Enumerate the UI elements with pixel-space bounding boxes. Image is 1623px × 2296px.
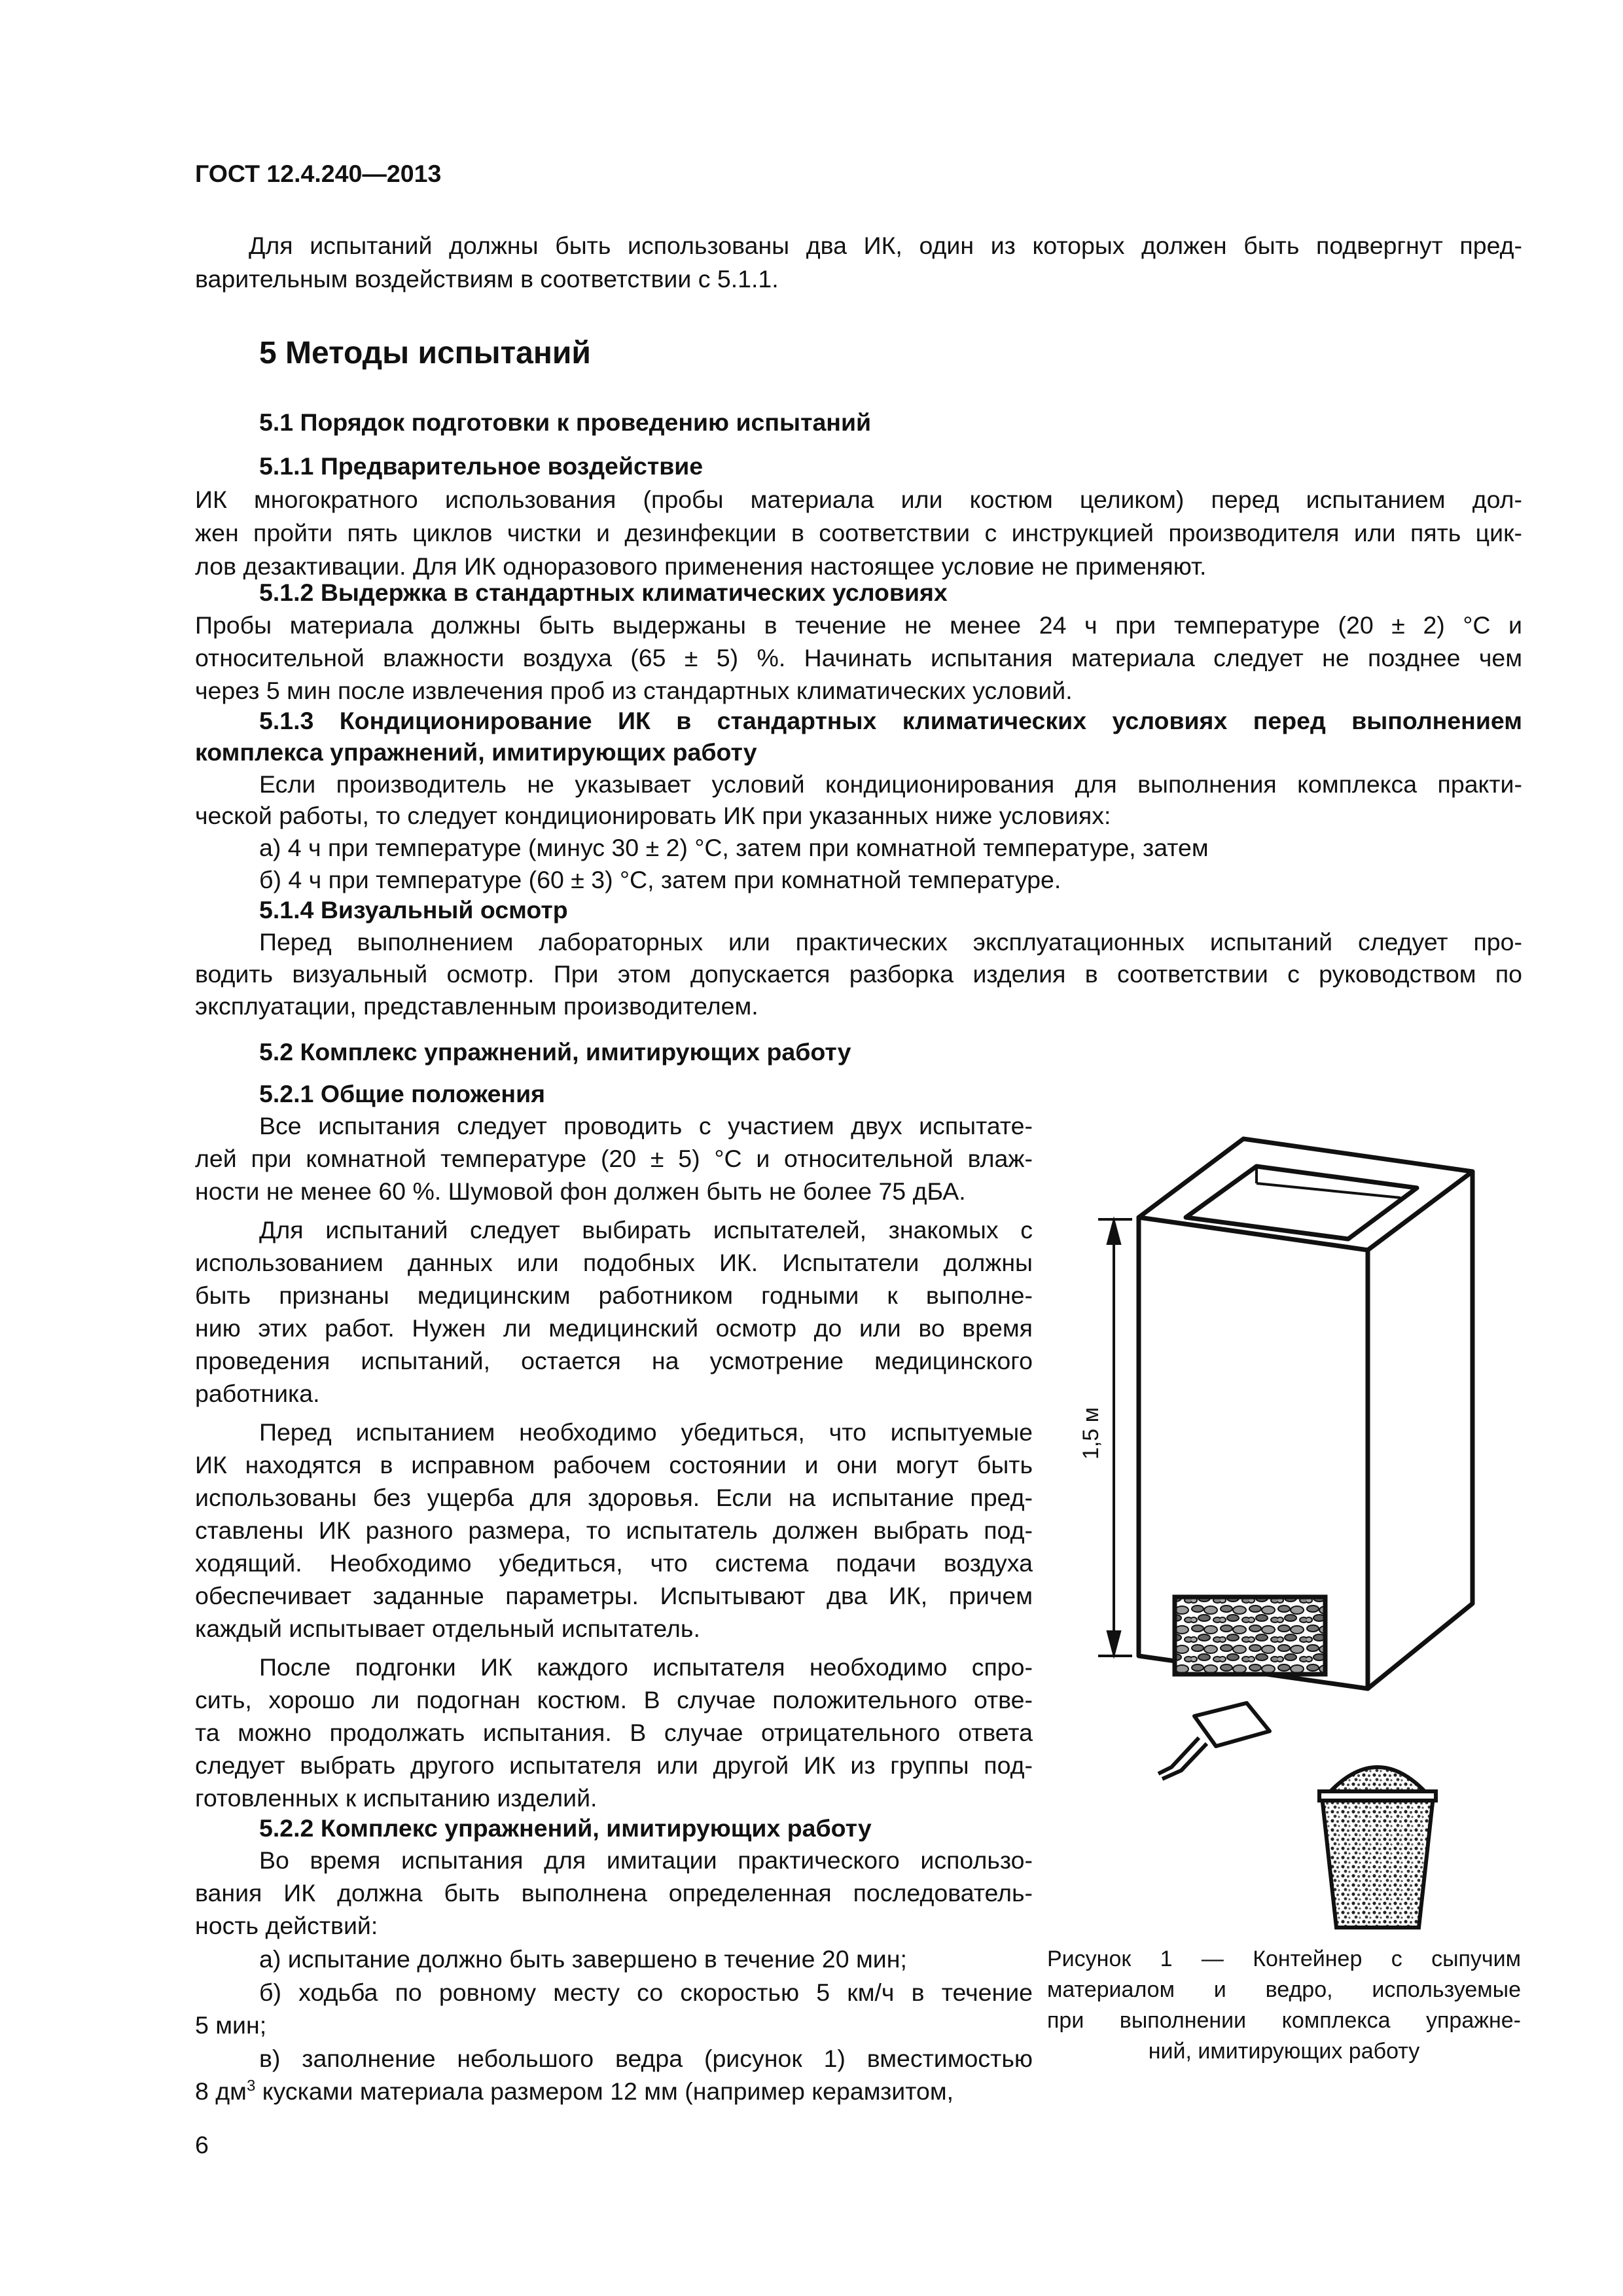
s522-item-c-line-1: в) заполнение небольшого ведра (рисунок 1) вместимостью xyxy=(259,2045,1033,2072)
caption-line-4: ний, имитирующих работу xyxy=(1148,2039,1420,2064)
s521-p2-line-5: проведения испытаний, остается на усмотрение медицинского xyxy=(195,1347,1033,1374)
s521-p2-line-2: использованием данных или подобных ИК. Испытатели должны xyxy=(195,1249,1033,1276)
s522-item-c-text-b: кусками материала размером 12 мм (например керамзитом, xyxy=(255,2077,954,2105)
document-code: ГОСТ 12.4.240—2013 xyxy=(195,160,442,187)
s514-line-2: водить визуальный осмотр. При этом допускается разборка изделия в соответствии с руководством по xyxy=(195,960,1522,988)
s511-line-3: лов дезактивации. Для ИК одноразового применения настоящее условие не применяют. xyxy=(195,552,1207,580)
s513-line-1: Если производитель не указывает условий кондиционирования для выполнения комплекса практи- xyxy=(259,770,1522,798)
s514-line-3: эксплуатации, представленным производителем. xyxy=(195,992,758,1020)
s521-p4-line-2: сить, хорошо ли подогнан костюм. В случае положительного отве- xyxy=(195,1686,1033,1713)
s522-item-b-line-1: б) ходьба по ровному месту со скоростью 5 км/ч в течение xyxy=(259,1979,1033,2006)
section-5-1-4-title: 5.1.4 Визуальный осмотр xyxy=(259,896,568,924)
s512-line-1: Пробы материала должны быть выдержаны в течение не менее 24 ч при температуре (20 ± 2) °С и xyxy=(195,611,1522,639)
s521-p3-line-6: обеспечивает заданные параметры. Испытывают два ИК, причем xyxy=(195,1582,1033,1609)
section-5-2-1-title: 5.2.1 Общие положения xyxy=(259,1080,546,1107)
s521-p2-line-4: нию этих работ. Нужен ли медицинский осмотр до или во время xyxy=(195,1314,1033,1342)
s513-item-a: а) 4 ч при температуре (минус 30 ± 2) °С, затем при комнатной температуре, затем xyxy=(259,834,1209,861)
s522-item-c-line-2 xyxy=(195,2075,1033,2108)
s521-p3-line-5: ходящий. Необходимо убедиться, что система подачи воздуха xyxy=(195,1549,1033,1577)
s513-item-b: б) 4 ч при температуре (60 ± 3) °С, затем при комнатной температуре. xyxy=(259,866,1061,893)
s522-p1-line-3: ность действий: xyxy=(195,1912,378,1939)
superscript-3: 3 xyxy=(246,2077,256,2095)
s513-line-2: ческой работы, то следует кондиционировать ИК при указанных ниже условиях: xyxy=(195,802,1111,829)
s521-p1-line-1: Все испытания следует проводить с участием двух испытате- xyxy=(259,1112,1033,1139)
section-5-1-1-title: 5.1.1 Предварительное воздействие xyxy=(259,452,704,480)
intro-line-2: варительным воздействиям в соответствии с 5.1.1. xyxy=(195,265,779,293)
caption-line-1: Рисунок 1 — Контейнер с сыпучим xyxy=(1047,1946,1521,1971)
page-number: 6 xyxy=(195,2131,209,2159)
bucket-icon xyxy=(1319,1767,1436,1928)
section-5-title: 5 Методы испытаний xyxy=(259,336,591,370)
s514-line-1: Перед выполнением лабораторных или практических эксплуатационных испытаний следует про- xyxy=(259,928,1522,956)
caption-line-2: материалом и ведро, используемые xyxy=(1047,1977,1521,2002)
section-5-1-3-title-line-2: комплекса упражнений, имитирующих работу xyxy=(195,738,757,766)
section-5-1-title: 5.1 Порядок подготовки к проведению испытаний xyxy=(259,408,872,436)
s521-p3-line-3: использованы без ущерба для здоровья. Если на испытание пред- xyxy=(195,1484,1033,1511)
section-5-2-2-title: 5.2.2 Комплекс упражнений, имитирующих работу xyxy=(259,1814,872,1842)
s511-line-1: ИК многократного использования (пробы материала или костюм целиком) перед испытанием дол- xyxy=(195,486,1522,513)
s521-p3-line-7: каждый испытывает отдельный испытатель. xyxy=(195,1615,700,1642)
s521-p3-line-1: Перед испытанием необходимо убедиться, что испытуемые xyxy=(259,1418,1033,1446)
s521-p1-line-3: ности не менее 60 %. Шумовой фон должен быть не более 75 дБА. xyxy=(195,1177,966,1205)
container-side-face xyxy=(1368,1172,1472,1689)
s521-p3-line-4: ставлены ИК разного размера, то испытатель должен выбрать под- xyxy=(195,1516,1033,1544)
s521-p4-line-1: После подгонки ИК каждого испытателя необходимо спро- xyxy=(259,1653,1033,1681)
s521-p4-line-4: следует выбрать другого испытателя или другой ИК из группы под- xyxy=(195,1751,1033,1779)
intro-line-1: Для испытаний должны быть использованы два ИК, один из которых должен быть подвергнут пред- xyxy=(249,232,1522,259)
s511-line-2: жен пройти пять циклов чистки и дезинфекции в соответствии с инструкцией производителя или пять цик- xyxy=(195,519,1522,547)
gravel-opening xyxy=(1175,1597,1325,1674)
s522-p1-line-2: вания ИК должна быть выполнена определенная последователь- xyxy=(195,1879,1033,1907)
s522-item-b-line-2: 5 мин; xyxy=(195,2011,267,2039)
s521-p2-line-1: Для испытаний следует выбирать испытателей, знакомых с xyxy=(259,1216,1033,1244)
figure-caption xyxy=(1047,1944,1521,2067)
s521-p3-line-2: ИК находятся в исправном рабочем состоянии и они могут быть xyxy=(195,1451,1033,1479)
s522-p1-line-1: Во время испытания для имитации практического использо- xyxy=(259,1846,1033,1874)
section-5-1-2-title: 5.1.2 Выдержка в стандартных климатических условиях xyxy=(259,579,948,606)
s512-line-2: относительной влажности воздуха (65 ± 5) %. Начинать испытания материала следует не позднее чем xyxy=(195,644,1522,672)
s512-line-3: через 5 мин после извлечения проб из стандартных климатических условий. xyxy=(195,677,1073,704)
figure-container-and-bucket xyxy=(1047,1113,1531,1937)
s521-p2-line-3: быть признаны медицинским работником годными к выполне- xyxy=(195,1282,1033,1309)
s521-p4-line-5: готовленных к испытанию изделий. xyxy=(195,1784,597,1812)
caption-line-3: при выполнении комплекса упражне- xyxy=(1047,2008,1521,2033)
section-5-2-title: 5.2 Комплекс упражнений, имитирующих работу xyxy=(259,1038,851,1066)
section-5-1-3-title-line-1: 5.1.3 Кондиционирование ИК в стандартных климатических условиях перед выполнением xyxy=(259,707,1522,734)
scoop-icon xyxy=(1158,1703,1270,1779)
s521-p4-line-3: та можно продолжать испытания. В случае отрицательного ответа xyxy=(195,1719,1033,1746)
s522-item-c-text-a: 8 дм xyxy=(195,2077,247,2105)
s521-p2-line-6: работника. xyxy=(195,1380,320,1407)
dimension-label: 1,5 м xyxy=(1079,1407,1103,1460)
s522-item-a: а) испытание должно быть завершено в течение 20 мин; xyxy=(259,1945,907,1973)
s521-p1-line-2: лей при комнатной температуре (20 ± 5) °С и относительной влаж- xyxy=(195,1145,1033,1172)
